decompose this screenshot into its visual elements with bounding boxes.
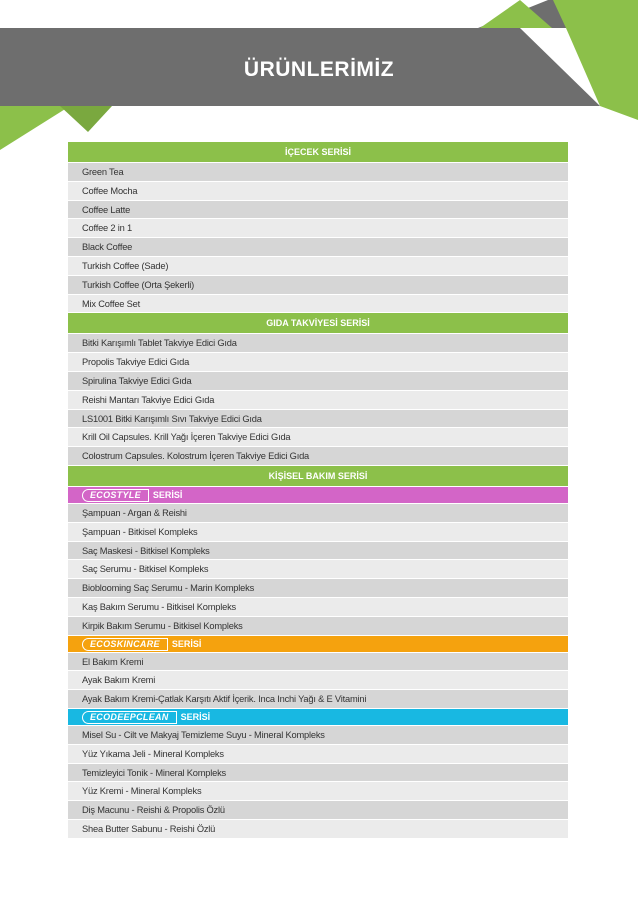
list-item: Kirpik Bakım Serumu - Bitkisel Kompleks <box>68 617 568 636</box>
list-item: Misel Su - Cilt ve Makyaj Temizleme Suyu - Mineral Kompleks <box>68 726 568 745</box>
list-item: Yüz Kremi - Mineral Kompleks <box>68 782 568 801</box>
list-item: Bitki Karışımlı Tablet Takviye Edici Gıda <box>68 334 568 353</box>
list-item: Spirulina Takviye Edici Gıda <box>68 372 568 391</box>
subheader-ecoskincare <box>68 636 568 653</box>
list-item: Ayak Bakım Kremi-Çatlak Karşıtı Aktif İçerik. Inca Inchi Yağı & E Vitamini <box>68 690 568 709</box>
ecoskincare-list <box>68 653 568 709</box>
ecostyle-brand: ECOSTYLE <box>82 489 149 502</box>
list-item: Diş Macunu - Reishi & Propolis Özlü <box>68 801 568 820</box>
list-item: Mix Coffee Set <box>68 295 568 314</box>
gida-list <box>68 334 568 466</box>
list-item: Turkish Coffee (Sade) <box>68 257 568 276</box>
list-item: Kaş Bakım Serumu - Bitkisel Kompleks <box>68 598 568 617</box>
list-item: Black Coffee <box>68 238 568 257</box>
list-item: El Bakım Kremi <box>68 653 568 672</box>
products-table <box>68 142 568 839</box>
subheader-ecodeepclean <box>68 709 568 726</box>
list-item: Temizleyici Tonik - Mineral Kompleks <box>68 764 568 783</box>
ecodeepclean-list <box>68 726 568 839</box>
page-title: ÜRÜNLERİMİZ <box>243 58 395 81</box>
list-item: Colostrum Capsules. Kolostrum İçeren Takviye Edici Gıda <box>68 447 568 466</box>
list-item: Saç Serumu - Bitkisel Kompleks <box>68 560 568 579</box>
list-item: Coffee Mocha <box>68 182 568 201</box>
list-item: Bioblooming Saç Serumu - Marin Kompleks <box>68 579 568 598</box>
list-item: Turkish Coffee (Orta Şekerli) <box>68 276 568 295</box>
ecoskincare-suffix: SERİSİ <box>171 638 202 649</box>
list-item: Propolis Takviye Edici Gıda <box>68 353 568 372</box>
list-item: Shea Butter Sabunu - Reishi Özlü <box>68 820 568 839</box>
ecostyle-list <box>68 504 568 636</box>
list-item: Ayak Bakım Kremi <box>68 671 568 690</box>
section-header-icecek: İÇECEK SERİSİ <box>68 142 568 163</box>
ecostyle-suffix: SERİSİ <box>152 489 183 500</box>
list-item: Krill Oil Capsules. Krill Yağı İçeren Takviye Edici Gıda <box>68 428 568 447</box>
list-item: Şampuan - Bitkisel Kompleks <box>68 523 568 542</box>
list-item: Coffee Latte <box>68 201 568 220</box>
list-item: Green Tea <box>68 163 568 182</box>
ecoskincare-brand: ECOSKINCARE <box>82 638 168 651</box>
section-header-kisisel: KİŞİSEL BAKIM SERİSİ <box>68 466 568 487</box>
list-item: Coffee 2 in 1 <box>68 219 568 238</box>
ecodeepclean-suffix: SERİSİ <box>180 711 211 722</box>
list-item: LS1001 Bitki Karışımlı Sıvı Takviye Edici Gıda <box>68 410 568 429</box>
list-item: Yüz Yıkama Jeli - Mineral Kompleks <box>68 745 568 764</box>
ecodeepclean-brand: ECODEEPCLEAN <box>82 711 177 724</box>
list-item: Reishi Mantarı Takviye Edici Gıda <box>68 391 568 410</box>
section-header-gida: GIDA TAKVİYESİ SERİSİ <box>68 313 568 334</box>
subheader-ecostyle <box>68 487 568 504</box>
list-item: Şampuan - Argan & Reishi <box>68 504 568 523</box>
icecek-list <box>68 163 568 313</box>
list-item: Saç Maskesi - Bitkisel Kompleks <box>68 542 568 561</box>
